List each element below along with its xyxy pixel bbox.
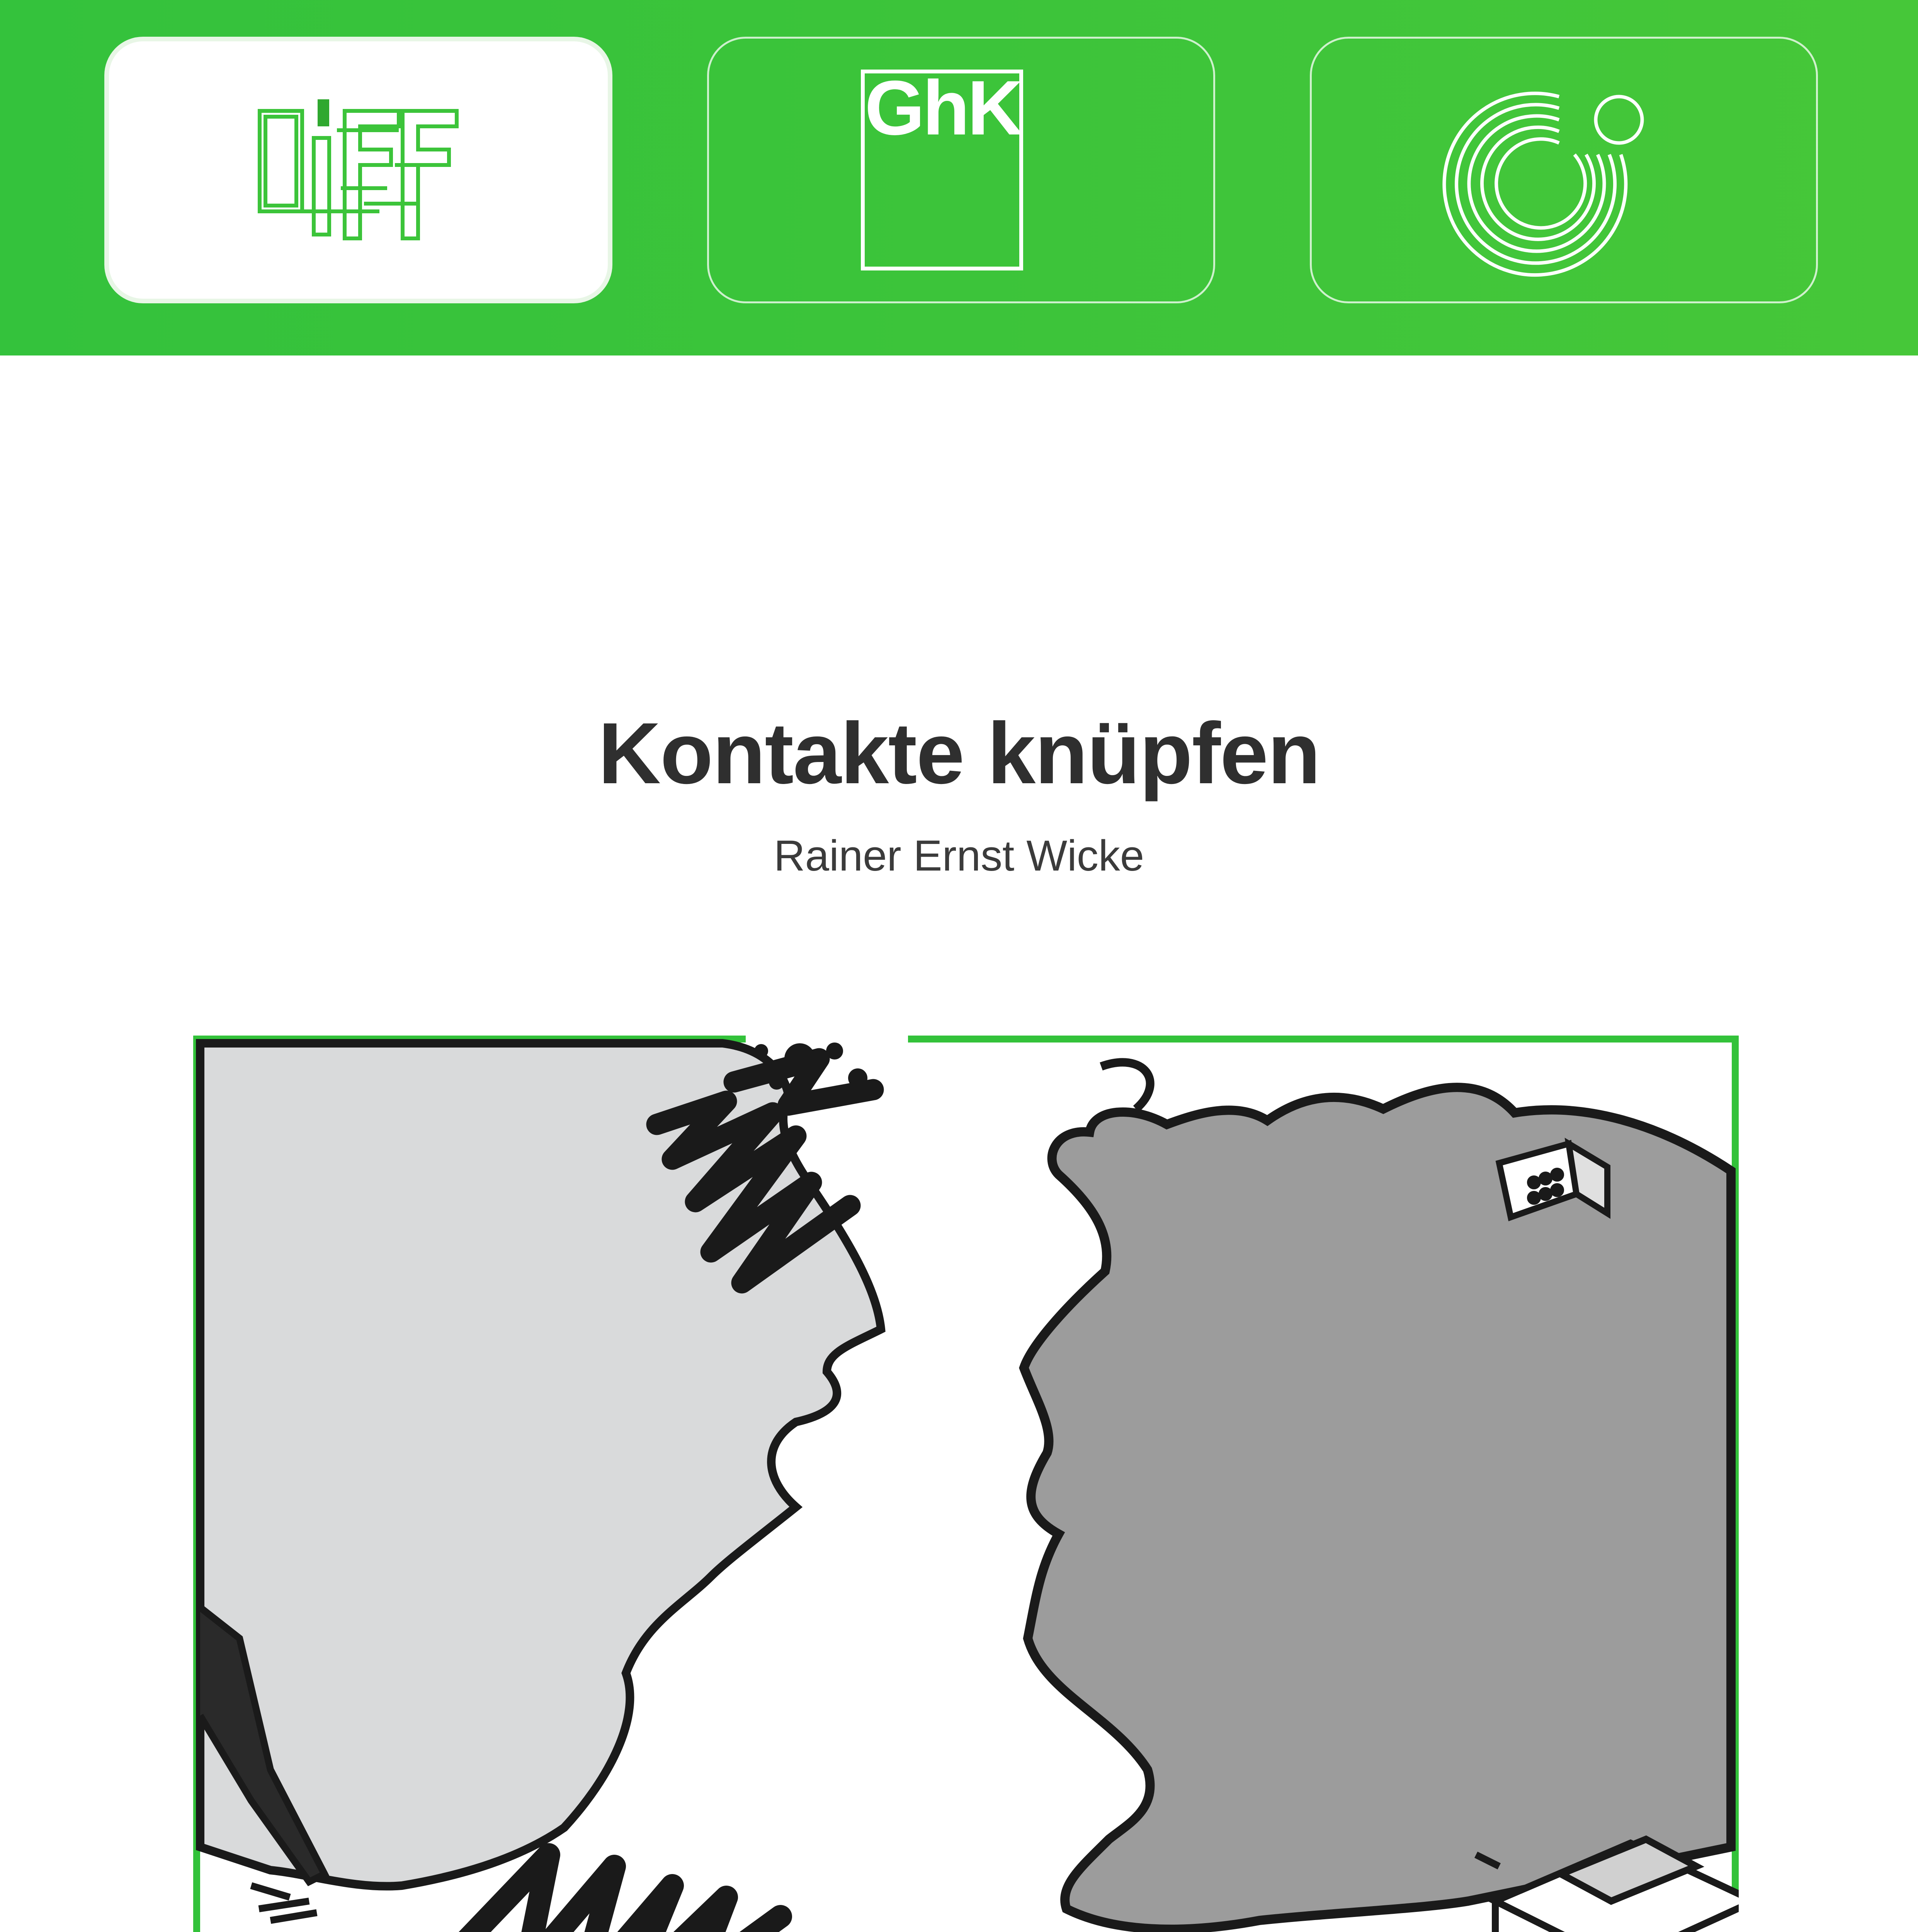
- header-band: [0, 0, 1918, 355]
- diff-logo-box: [104, 37, 612, 303]
- goethe-institut-logo: [1312, 39, 1816, 301]
- diff-logo: [109, 41, 607, 298]
- book-title: Kontakte knüpfen: [598, 704, 1320, 802]
- goethe-logo-box: [1310, 37, 1818, 303]
- ghk-logo-box: [707, 37, 1215, 303]
- book-author: Rainer Ernst Wicke: [774, 832, 1144, 880]
- cover-illustration: [193, 1036, 1739, 1932]
- ghk-logo: GhK: [864, 65, 1021, 151]
- right-face-silhouette: [1024, 1087, 1731, 1929]
- left-beard-scribble: [464, 1855, 780, 1932]
